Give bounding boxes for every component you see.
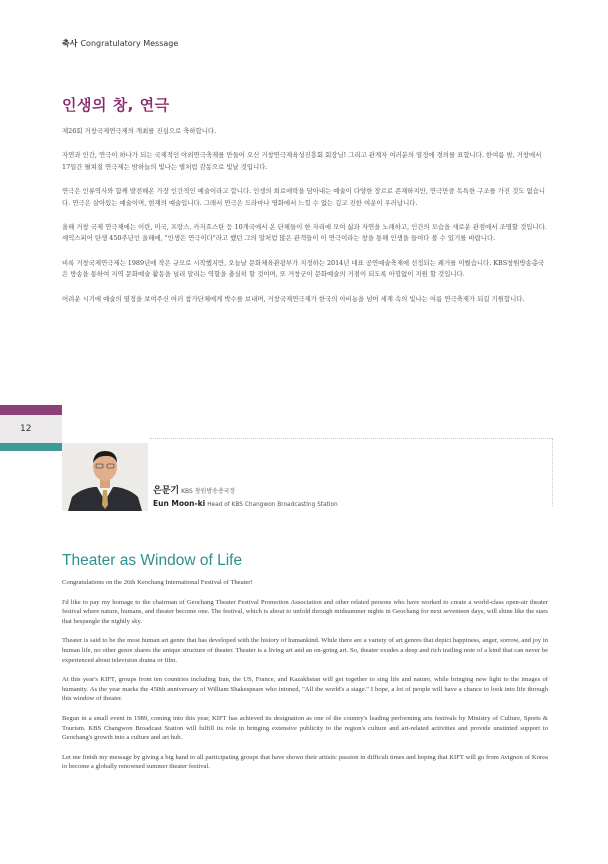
korean-body bbox=[62, 126, 548, 318]
korean-paragraph: 자연과 인간, 연극이 하나가 되는 국제적인 야외연극축제를 만들어 오신 거창연극제육성진흥회 회장님! 그리고 관계자 여러분의 열정에 경의를 표합니다. 한여름 밤, 거창에서 17일간 펼쳐질 연극제는 밤하늘의 빛나는 별처럼 감동으로 빛날 것입니다. bbox=[62, 151, 542, 171]
korean-paragraph: 어려운 시기에 예술의 열정을 보여주신 여러 참가단체에게 박수를 보내며, 거창국제연극제가 한국의 아비뇽을 넘어 세계 속의 빛나는 여름 연극축제가 되길 기원합니다. bbox=[62, 294, 525, 303]
english-body bbox=[62, 578, 548, 782]
english-title: Theater as Window of Life bbox=[62, 552, 243, 569]
page-tab-bar-top bbox=[0, 405, 62, 415]
signer-name-en: Eun Moon-ki bbox=[153, 499, 206, 508]
header-label-en: Congratulatory Message bbox=[80, 39, 179, 48]
english-paragraph: Congratulations on the 26th Keochang International Festival of Theater! bbox=[62, 579, 253, 586]
signer-title-en: Head of KBS Changwon Broadcasting Station bbox=[207, 502, 338, 508]
signer-name-ko: 은문기 bbox=[153, 486, 180, 496]
header-label-ko: 축사 bbox=[62, 39, 78, 48]
english-paragraph: Theater is said to be the most human art genre that has developed with the history of humankind. While there are a variety of art genres that depict happiness, anger, sorrow, and joy in human life, no other genre shares the unique structure of theater. Theater is a living art and an on-going art. So, theater exudes a deep and rich trailing note of a kind that can never be experienced about television drama or film. bbox=[62, 637, 548, 664]
english-paragraph: At this year's KIFT, groups from ten countries including Iran, the US, France, and Kazakhstan will get together to sing life and nature, while bringing new light to the images of humanity. As the year marks the 450th anniversary of William Shakespeare who intoned, "All the world's a stage." I hope, a lot of people will have a chance to look into life through this window of theater. bbox=[62, 676, 548, 703]
korean-paragraph: 연극은 인류역사와 함께 발전해온 가장 인간적인 예술이라고 합니다. 인생의 희로애락을 담아내는 예술이 다양한 장르로 존재하지만, 연극만큼 독특한 구조를 가진 것도 없습니다. 연극은 살아있는 예술이며, 현재의 예술입니다. 그래서 연극은 드라마나 영화에서 느낄 수 없는 깊고 진한 여운이 우러납니다. bbox=[62, 187, 545, 207]
korean-title: 인생의 창, 연극 bbox=[62, 96, 170, 114]
section-header bbox=[62, 38, 178, 49]
korean-paragraph: 올해 거창 국제 연극제에는 이란, 미국, 프랑스, 카자흐스탄 등 10개국에서 온 단체들이 한 자리에 모여 삶과 자연을 노래하고, 인간의 모습을 새로운 관점에서 조명할 것입니다. 셰익스피어 탄생 450주년인 올해에, "인생은 연극이다"라고 했던 그의 말처럼 많은 관객들이 이 연극이라는 창을 통해 인생을 들여다 볼 수 있기를 바랍니다. bbox=[62, 223, 547, 243]
portrait-photo bbox=[62, 443, 148, 511]
english-paragraph: Begun in a small event in 1989, coming into this year, KIFT has achieved its designation as one of the country's leading performing arts festivals by Ministry of Culture, Sports & Tourism. KBS Changwon Broadcast Station will fulfill its role in bringing extensive publicity to the region's culture and art-related activities and provide unstinted support to Geochang's growth into a culture and art hub. bbox=[62, 714, 548, 742]
divider-line-vertical bbox=[552, 438, 553, 506]
signature-english bbox=[153, 499, 338, 508]
portrait-image bbox=[62, 443, 148, 511]
signature-korean bbox=[153, 483, 235, 496]
divider-line bbox=[150, 438, 552, 439]
signer-title-ko: KBS 창원방송총국장 bbox=[181, 488, 236, 495]
english-paragraph: I'd like to pay my homage to the chairman of Geochang Theater Festival Promotion Association and other related persons who have worked to create a world-class open-air theater festival where nature, humans, and theater become one. The festival, which is about to unfold through midsummer nights in Geochang for next seventeen days, will shine like the stars that bespangle the nightly sky. bbox=[62, 598, 548, 625]
korean-paragraph: 비록 거창국제연극제는 1989년에 작은 규모로 시작했지만, 오늘날 문화체육관광부가 지정하는 2014년 대표 공연예술축제에 선정되는 쾌거를 이뤘습니다. KBS창원방송총국은 방송을 통하여 지역 문화예술 활동을 널리 알리는 역할을 충실히 할 것이며, 또 거창군이 문화예술의 거점이 되도록 아낌없이 지원 할 것입니다. bbox=[62, 258, 545, 279]
english-paragraph: Let me finish my message by giving a big hand to all participating groups that have shown their artistic passion in difficult times and hoping that KIFT will go from Avignon of Korea to become a globally renowned summer theater festival. bbox=[62, 753, 548, 771]
korean-paragraph: 제26회 거창국제연극제의 개최를 진심으로 축하합니다. bbox=[62, 127, 217, 135]
page-number: 12 bbox=[20, 424, 32, 434]
page-tab-bar-bottom bbox=[0, 443, 62, 451]
